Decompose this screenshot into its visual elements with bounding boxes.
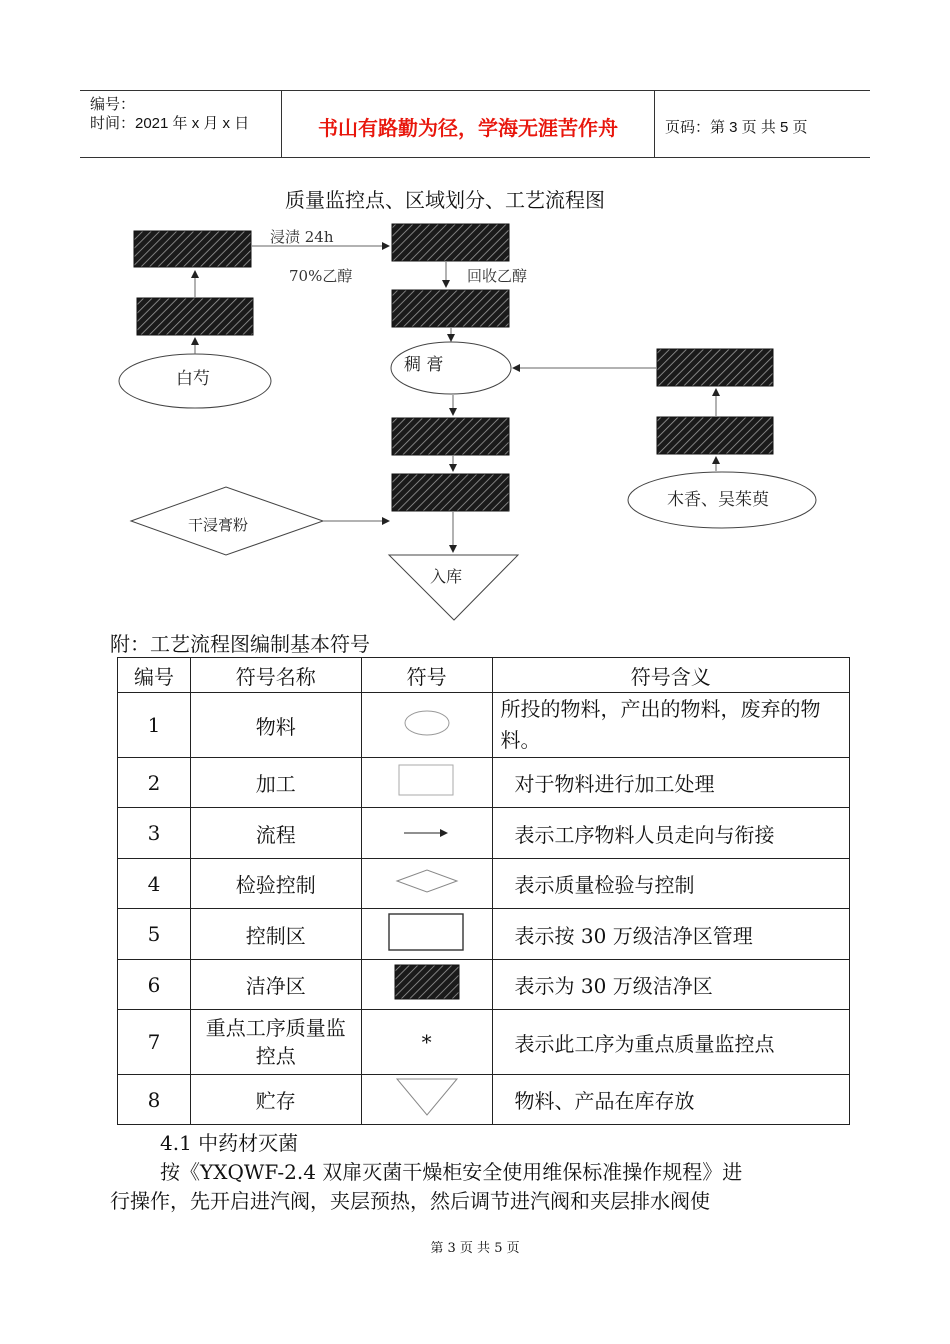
cell-no: 7: [118, 1010, 191, 1075]
cell-meaning: 所投的物料，产出的物料，废弃的物料。: [492, 693, 849, 758]
control-zone-icon: [387, 912, 467, 952]
cell-no: 4: [118, 859, 191, 909]
table-header-row: [118, 658, 850, 693]
cell-symbol: [361, 960, 492, 1010]
cell-symbol: [361, 859, 492, 909]
cell-meaning: 表示为 30 万级洁净区: [492, 960, 849, 1010]
table-row: [118, 1075, 850, 1125]
flow-arrow-icon: [402, 826, 452, 840]
clean-zone-block-extract: [134, 231, 251, 267]
header-page-number: 页码：第 3 页 共 5 页: [665, 119, 808, 136]
cell-name: 流程: [190, 808, 361, 859]
inspection-diamond-icon: [395, 868, 459, 894]
storage-label: 入库: [430, 567, 463, 586]
table-row: [118, 909, 850, 960]
column-header: 符号名称: [190, 658, 361, 693]
cell-no: 5: [118, 909, 191, 960]
cell-name: 物料: [190, 693, 361, 758]
cell-symbol: *: [361, 1010, 492, 1075]
cell-no: 6: [118, 960, 191, 1010]
arrow-label-soak: 浸渍 24h: [270, 228, 334, 246]
table-row: [118, 808, 850, 859]
clean-zone-block-concentrate: [392, 290, 509, 327]
table-row: [118, 1010, 850, 1075]
column-header: 符号: [361, 658, 492, 693]
cell-symbol: [361, 808, 492, 859]
cell-meaning: 表示按 30 万级洁净区管理: [492, 909, 849, 960]
clean-zone-block-mix: [657, 349, 773, 386]
clean-zone-block-crush: [392, 474, 509, 511]
page-title: 质量监控点、区域划分、工艺流程图: [285, 188, 605, 212]
material-label-baishao: 白芍: [176, 369, 210, 389]
cell-no: 8: [118, 1075, 191, 1125]
clean-zone-block-sterilize: [137, 298, 253, 335]
appendix-title: 附：工艺流程图编制基本符号: [110, 632, 370, 656]
cell-name: 控制区: [190, 909, 361, 960]
cell-no: 1: [118, 693, 191, 758]
cell-symbol: [361, 758, 492, 808]
page-footer: 第 3 页 共 5 页: [430, 1241, 520, 1256]
storage-triangle: [389, 555, 518, 620]
material-label-paste: 稠 膏: [404, 355, 444, 375]
cell-no: 3: [118, 808, 191, 859]
clean-zone-block-powder: [657, 417, 773, 454]
cell-meaning: 物料、产品在库存放: [492, 1075, 849, 1125]
symbol-table: [117, 657, 850, 1125]
cell-meaning: 对于物料进行加工处理: [492, 758, 849, 808]
table-row: [118, 960, 850, 1010]
cell-symbol: [361, 909, 492, 960]
column-header: 符号含义: [492, 658, 849, 693]
body-paragraph-line: 行操作，先开启进汽阀，夹层预热，然后调节进汽阀和夹层排水阀使: [110, 1189, 710, 1213]
cell-name: 检验控制: [190, 859, 361, 909]
cell-meaning: 表示工序物料人员走向与衔接: [492, 808, 849, 859]
material-symbol-icon: [403, 709, 451, 737]
header-motto: 书山有路勤为径，学海无涯苦作舟: [318, 116, 618, 140]
process-flowchart: [0, 0, 950, 640]
cell-symbol: [361, 1075, 492, 1125]
material-label-herbs: 木香、吴茱萸: [667, 490, 769, 510]
process-symbol-icon: [398, 763, 456, 797]
section-heading: 4.1 中药材灭菌: [160, 1131, 299, 1155]
cell-name: 加工: [190, 758, 361, 808]
serial-label: 编号：: [90, 96, 136, 113]
body-paragraph-line: 按《YXQWF-2.4 双扉灭菌干燥柜安全使用维保标准操作规程》进: [160, 1160, 743, 1184]
clean-zone-icon: [393, 964, 461, 1000]
column-header: 编号: [118, 658, 191, 693]
cell-meaning: 表示此工序为重点质量监控点: [492, 1010, 849, 1075]
clean-zone-block-filter: [392, 224, 509, 261]
time-label: 时间：2021 年 x 月 x 日: [90, 115, 250, 132]
cell-name: 贮存: [190, 1075, 361, 1125]
table-row: [118, 693, 850, 758]
cell-meaning: 表示质量检验与控制: [492, 859, 849, 909]
cell-name: 重点工序质量监控点: [190, 1010, 361, 1075]
storage-triangle-icon: [395, 1077, 459, 1117]
arrow-label-recover: 回收乙醇: [467, 267, 528, 285]
table-row: [118, 859, 850, 909]
cell-no: 2: [118, 758, 191, 808]
table-row: [118, 758, 850, 808]
arrow-label-ethanol: 70%乙醇: [289, 267, 353, 285]
cell-name: 洁净区: [190, 960, 361, 1010]
inspection-label-powder: 干浸膏粉: [188, 516, 249, 534]
clean-zone-block-dry: [392, 418, 509, 455]
cell-symbol: [361, 693, 492, 758]
